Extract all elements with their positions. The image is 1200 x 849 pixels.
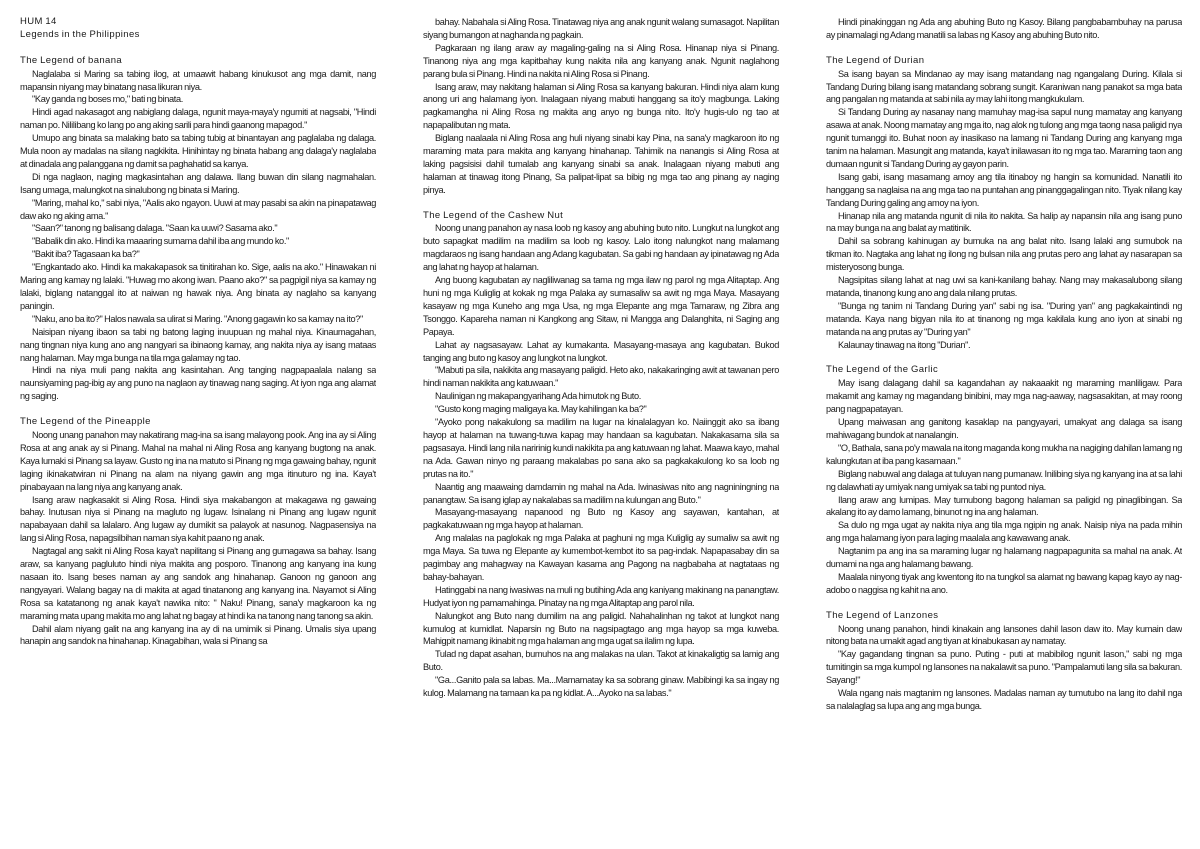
legend-paragraph: Nagtanim pa ang ina sa maraming lugar ng halamang nagpapagunita sa mahal na anak. At dumami na nga ang halamang bawang. — [826, 546, 1182, 570]
column-right — [826, 16, 1182, 849]
column-left — [20, 16, 376, 849]
legend-paragraph: "Maring, mahal ko," sabi niya, "Aalis ako ngayon. Uuwi at may pasabi sa akin na pinapatawag daw ako ng aking ama." — [20, 197, 376, 221]
legend-paragraph: Hinanap nila ang matanda ngunit di nila ito nakita. Sa halip ay napansin nila ang isang puno na may bunga na ang balat ay matitinik. — [826, 210, 1182, 234]
legend-paragraph: Ang malalas na paglokak ng mga Palaka at paghuni ng mga Kuliglig ay sumaliw sa awit ng mga Maya. Sa tuwa ng Elepante ay kumembot-kembot ito sa pag-indak. Napapasabay din sa pagimbay ang mahagway na Kawayan kasama ang Pagong na nagbabaha at nagtataas ng bahay-bahayan. — [423, 533, 779, 582]
column-right-content — [826, 16, 1182, 713]
legend-paragraph: Naulinigan ng makapangyarihang Ada himutok ng Buto. — [435, 391, 641, 402]
legend-paragraph: "Bakit iba? Tagasaan ka ba?" — [32, 249, 140, 260]
legend-paragraph: "Kay gagandang tingnan sa puno. Puting - puti at mabibilog ngunit lason," sabi ng mga tumitingin sa mga kumpol ng lansones na nakalawit sa puno. "Pampalamuti lang sila sa bakuran. Sayang!" — [826, 649, 1182, 686]
legend-paragraph: Noong unang panahon, hindi kinakain ang lansones dahil lason daw ito. May kumain daw nitong bata na umakit agad ang tiyan at kinabukasan ay namatay. — [826, 623, 1182, 647]
legend-paragraph: Noong unang panahon ay nasa loob ng kasoy ang abuhing buto nito. Lungkut na lungkot ang buto sapagkat madilim na madilim sa loob ng kasoy. Lalo itong nalungkot nang malamang magdaraos ng isang handaan ang Adang kagubatan. Sa gabi ng handaan ay ipinatawag ng Ada ang lahat ng hayop at halaman. — [423, 223, 779, 273]
legend-paragraph: Naisipan niyang ibaon sa tabi ng batong laging inuupuan ng mahal niya. Kinaumagahan, nang tingnan niya kung ano ang nangyari sa ibinaong kamay, ang nakita niya ay isang mataas nang halaman. May mga bunga na tila mga galamay ng tao. — [20, 326, 376, 363]
legend-paragraph: Lahat ay nagsasayaw. Lahat ay kumakanta. Masayang-masaya ang kagubatan. Bukod tanging ang buto ng kasoy ang lungkot na lungkot. — [423, 339, 779, 363]
legend-paragraph: Kalaunay tinawag na itong "Durian". — [838, 339, 971, 350]
legend-paragraph: Ang buong kagubatan ay nagliliwanag sa tama ng mga ilaw ng parol ng mga Alitaptap. Ang huni ng mga Kuliglig at kokak ng mga Palaka ay sumasaliw sa awit ng mga Maya. Masayang kasayaw ng mga Kuneho ang mga Usa, ng mga Elepante ang mga Tamaraw, ng Zibra ang Tsonggo. Kapareha naman ni Kangkong ang Sitaw, ni Mangga ang Dalanghita, ni Saging ang Papaya. — [423, 275, 779, 337]
legend-paragraph: Biglang nabuwal ang dalaga at tuluyan nang pumanaw. Inilibing siya ng kanyang ina at sa lahi ng dalawhati ay umiyak nang umiyak sa tabi ng puntod niya. — [826, 468, 1182, 492]
legend-paragraph: Tulad ng dapat asahan, bumuhos na ang malakas na ulan. Takot at kinakaligtig sa lamig ang Buto. — [423, 649, 779, 673]
legend-paragraph: "Babalik din ako. Hindi ka maaaring sumama dahil iba ang mundo ko." — [32, 236, 289, 247]
legend-title: The Legend of Lanzones — [826, 609, 939, 621]
legend-paragraph: Naantig ang maawaing damdamin ng mahal na Ada. Iwinasiwas nito ang nagniningning na panangtaw. Sa isang iglap ay nakalabas sa madilim na kulungan ang Buto." — [423, 481, 779, 505]
legend-paragraph: Pagkaraan ng ilang araw ay magaling-galing na si Aling Rosa. Hinanap niya si Pinang. Tinanong niya ang mga kapitbahay kung nakita nila ang kanyang anak. Ngunit naglahong parang bula si Pinang. Hindi na nakita ni Aling Rosa si Pinang. — [423, 42, 779, 79]
legend-title: The Legend of Durian — [826, 54, 925, 66]
legend-paragraph: Umupo ang binata sa malaking bato sa tabing tubig at binantayan ang paglalaba ng dalaga. Mula noon ay madalas na silang nagkikita. Hinihintay ng binata habang ang dalaga'y naglalaba at dinadala ang palanggana ng damit sa paghahatid sa kanya. — [20, 133, 376, 169]
legend-title: The Legend of the Pineapple — [20, 416, 151, 428]
legend-paragraph: Isang araw, may nakitang halaman si Aling Rosa sa kanyang bakuran. Hindi niya alam kung anong uri ang halamang iyon. Inalagaan niyang mabuti hanggang sa ito'y magbunga. Laking pagkamangha ni Aling Rosa ng makita ang anyo ng bunga nito. Ito'y hugis-ulo ng tao at napapalibutan ng mata. — [423, 81, 779, 131]
legend-title: The Legend of the Cashew Nut — [423, 209, 564, 221]
legend-paragraph: Isang araw nagkasakit si Aling Rosa. Hindi siya makabangon at makagawa ng gawaing bahay. Inutusan niya si Pinang na magluto ng lugaw. Isinalang ni Pinang ang lugaw ngunit napabayaan dahil sa lalalaro. Ang lugaw ay dumikit sa palayok at nasunog. Nagpasensiya na lang si Aling Rosa, napagsilbihan naman siya kahit paano ng anak. — [20, 494, 376, 544]
legend-paragraph: Hindi pinakinggan ng Ada ang abuhing Buto ng Kasoy. Bilang pangbabambuhay na parusa ay pinamalagi ng Adang manatili sa labas ng Kasoy ang abuhing Buto nito. — [826, 17, 1182, 40]
legend-paragraph: "Saan?" tanong ng balisang dalaga. "Saan ka uuwi? Sasama ako." — [32, 223, 278, 234]
legend-paragraph: Upang maiwasan ang ganitong kasaklap na pangyayari, umakyat ang dalaga sa isang mahiwagang bundok at nanalangin. — [826, 417, 1182, 440]
legend-paragraph: Masayang-masayang napanood ng Buto ng Kasoy ang sayawan, kantahan, at pagkakatuwaan ng mga hayop at halaman. — [423, 507, 779, 531]
legend-paragraph: "Mabuti pa sila, nakikita ang masayang paligid. Heto ako, nakakaringing awit at tawanan pero hindi naman nakikita ang katuwaan." — [423, 365, 779, 389]
legend-paragraph: "Gusto kong maging maligaya ka. May kahilingan ka ba?" — [435, 404, 647, 415]
legend-paragraph: Dahil sa sobrang kahinugan ay bumuka na ang balat nito. Isang lalaki ang sumubok na tikman ito. Nagtaka ang lahat ng ilong ng bulsan nila ang prutas pero ang lahat ay nasarapan sa misteryosong bunga. — [826, 236, 1182, 273]
legend-paragraph: Isang gabi, isang masamang amoy ang tila itinaboy ng hangin sa komunidad. Nanatili ito hanggang sa naglaisa na ang mga tao na puntahan ang pinanggagalingan nito. Tiyak nilang kay Tandang During galing ang amoy na iyon. — [826, 171, 1182, 208]
column-left-content — [20, 55, 376, 649]
legend-paragraph: "Engkantado ako. Hindi ka makakapasok sa tinitirahan ko. Sige, aalis na ako." Hinawakan ni Maring ang kamay ng lalaki. "Huwag mo akong iwan. Paano ako?" sa pagpigil niya sa kamay ng lalaki, biglang natanggal ito at naiwan ng hawak niya. Ang binata ay naglaho sa kanyang paningin. — [20, 262, 376, 311]
legend-paragraph: "Bunga ng tanim ni Tandang During yan" sabi ng isa. "During yan" ang pagkakaintindi ng matanda. Kaya nang bigyan nila ito at tinanong ng mga kakilala kung ano iyon at sinabi ng matanda na ang prutas ay "During yan" — [826, 300, 1182, 337]
legend-paragraph: Nalungkot ang Buto nang dumilim na ang paligid. Nahahalinhan ng takot at lungkot nang kumulog at kumidlat. Naparsin ng Buto na nagsipagtago ang mga hayop sa mga kuweba. Mahigpit namang ikinabit ng mga halaman ang mga ugat sa ilalim ng lupa. — [423, 610, 779, 647]
legend-paragraph: Si Tandang During ay nasanay nang mamuhay mag-isa sapul nung mamatay ang kanyang asawa at anak. Noong mamatay ang mga ito, nag alok ng tulong ang mga taong nasa paligid nya ngunit tumanggi ito. Buhat noon ay inasikaso na lamang ni Tandang During ang kanyang mga tanim na halaman. Masungit ang matanda, kaya't inilawasan ito ng mga tao. Maraming taon ang dumaan ngunit si Tandang During ay gayon parin. — [826, 107, 1182, 169]
document-subject: Legends in the Philippines — [20, 28, 140, 40]
legend-paragraph: Wala ngang nais magtanim ng lansones. Madalas naman ay tumutubo na lang ito dahil nga sa nalalaglag sa lupa ang ang mga bunga. — [826, 688, 1182, 711]
legend-paragraph: Noong unang panahon may nakatirang mag-ina sa isang malayong pook. Ang ina ay si Aling Rosa at ang anak ay si Pinang. Mahal na mahal ni Aling Rosa ang kanyang bugtong na anak. Kaya lumaki si Pinang sa layaw. Gusto ng ina na matuto si Pinang ng mga gawaing bahay, ngunit laging ikinakatwiran ni Pinang na alam na niyang gawin ang mga itinuturo ng ina. Kaya't pinabayaan na lang niya ang kanyang anak. — [20, 429, 376, 492]
course-code: HUM 14 — [20, 16, 57, 27]
legend-title: The Legend of banana — [20, 54, 123, 66]
legend-paragraph: Hindi agad nakasagot ang nabiglang dalaga, ngunit maya-maya'y ngumiti at nagsabi, "Hindi naman po. Nililibang ko lang po ang aking sarili para hindi gaanong mapagod." — [20, 107, 376, 131]
legend-paragraph: "Ga...Ganito pala sa labas. Ma...Mamamatay ka sa sobrang ginaw. Mabibingi ka sa ingay ng kulog. Malamang na tamaan ka pa ng kidlat. A...Ayoko na sa labas." — [423, 675, 779, 699]
legend-paragraph: Nagtagal ang sakit ni Aling Rosa kaya't napilitang si Pinang ang gumagawa sa bahay. Isang araw, sa kanyang pagluluto hindi niya makita ang posporo. Tinanong ang kanyang ina kung nasaan ito. Isang beses naman ay ang sandok ang hinahanap. Ganoon ng ganoon ang nangyayari. Walang bagay na di makita at agad tinatanong ang kanyang ina. Nayamot si Aling Rosa sa katatanong ng anak kaya't nawika nito: " Naku! Pinang, sana'y magkaroon ka ng maraming mata upang makita mo ang lahat ng bagay at hindi ka na tanong nang tanong sa akin. — [20, 546, 376, 621]
legend-paragraph: Biglang naalaala ni Aling Rosa ang huli niyang sinabi kay Pina, na sana'y magkaroon ito ng maraming mata para makita ang kanyang hinahanap. Tahimik na nanangis si Aling Rosa at laking pagsisisi dahil tumalab ang kanyang sinabi sa anak. Inalagaan niyang mabuti ang halaman at tinawag itong Pinang, Sa palipat-lipat sa bibig ng mga tao ang pinang ay naging pinya. — [423, 133, 779, 195]
legend-paragraph: Sa isang bayan sa Mindanao ay may isang matandang nag ngangalang During. Kilala si Tandang During bilang isang matandang sobrang sungit. Karaniwan nang panakot sa mga bata ang pangalan ng matanda at sabi nila ay may lahi itong mangkukulam. — [826, 68, 1182, 105]
legend-paragraph: "Kay ganda ng boses mo," bati ng binata. — [32, 94, 183, 105]
legend-paragraph: Sa dulo ng mga ugat ay nakita niya ang tila mga ngipin ng anak. Naisip niya na pada mihin ang mga halamang iyon para laging maalala ang kawawang anak. — [826, 520, 1182, 544]
legend-paragraph: Di nga naglaon, naging magkasintahan ang dalawa. Ilang buwan din silang nagmahalan. Isang umaga, malungkot na sinalubong ng binata si Maring. — [20, 171, 376, 195]
legend-paragraph: Maalala ninyong tiyak ang kwentong ito na tungkol sa alamat ng bawang kapag kayo ay nag-adobo o naggisa ng kahit na ano. — [826, 571, 1182, 595]
legend-paragraph: Dahil alam niyang galit na ang kanyang ina ay di na umimik si Pinang. Umalis siya upang hanapin ang sandok na hinahanap. Kinagabihan, wala si Pinang sa — [20, 623, 376, 647]
legend-paragraph: Ilang araw ang lumipas. May tumubong bagong halaman sa paligid ng pinaglibingan. Sa akalang ito ay damo lamang, binunot ng ina ang halaman. — [826, 494, 1182, 518]
column-middle-content — [423, 16, 779, 700]
legend-title: The Legend of the Garlic — [826, 364, 939, 376]
legend-paragraph: "Ayoko pong nakakulong sa madilim na lugar na kinalalagyan ko. Naiinggit ako sa ibang hayop at halaman na tuwang-tuwa kapag may handaan sa kagubatan. Nakakasama sila sa pagsasaya. Hindi lang nila naririnig kundi nakikita pa ang katuwaan ng lahat. Maawa kayo, mahal na Ada. Gawan ninyo ng paraang makalabas po sana ako sa pagkakakulong ko sa loob ng prutas na ito." — [423, 417, 779, 479]
legend-paragraph: May isang dalagang dahil sa kagandahan ay nakaaakit ng maraming manliligaw. Para makamit ang kamay ng magandang binibini, may mga nag-aaway, nagsasakitan, at may roong pang nagpapatayan. — [826, 378, 1182, 415]
legend-paragraph: bahay. Nabahala si Aling Rosa. Tinatawag niya ang anak ngunit walang sumasagot. Napilitan siyang bumangon at naghanda ng pagkain. — [423, 17, 779, 40]
column-middle — [423, 16, 779, 849]
legend-paragraph: "O, Bathala, sana po'y mawala na itong maganda kong mukha na nagiging dahilan lamang ng kalungkutan at iba pang kasamaan." — [826, 442, 1182, 466]
legend-paragraph: "Naku, ano ba ito?" Halos nawala sa ulirat si Maring. "Anong gagawin ko sa kamay na ito?" — [32, 313, 363, 324]
legend-paragraph: Hindi na niya muli pang nakita ang kasintahan. Ang tanging nagpapaalala nalang sa naunsiyaming pag-ibig ay ang puno na naglaon ay tinawag nang saging. At iyon nga ang alamat ng saging. — [20, 365, 376, 402]
legend-paragraph: Hatinggabi na nang iwasiwas na muli ng butihing Ada ang kaniyang makinang na panangtaw. Hudyat iyon ng pamamahinga. Pinatay na ng mga Alitaptap ang parol nila. — [423, 584, 779, 608]
legend-paragraph: Nagsipitas silang lahat at nag uwi sa kani-kanilang bahay. Nang may makasalubong silang matanda, tinanong kung ano ang dala nilang prutas. — [826, 275, 1182, 299]
legend-paragraph: Naglalaba si Maring sa tabing ilog, at umaawit habang kinukusot ang mga damit, nang mapansin niyang may binatang nasa likuran niya. — [20, 68, 376, 92]
